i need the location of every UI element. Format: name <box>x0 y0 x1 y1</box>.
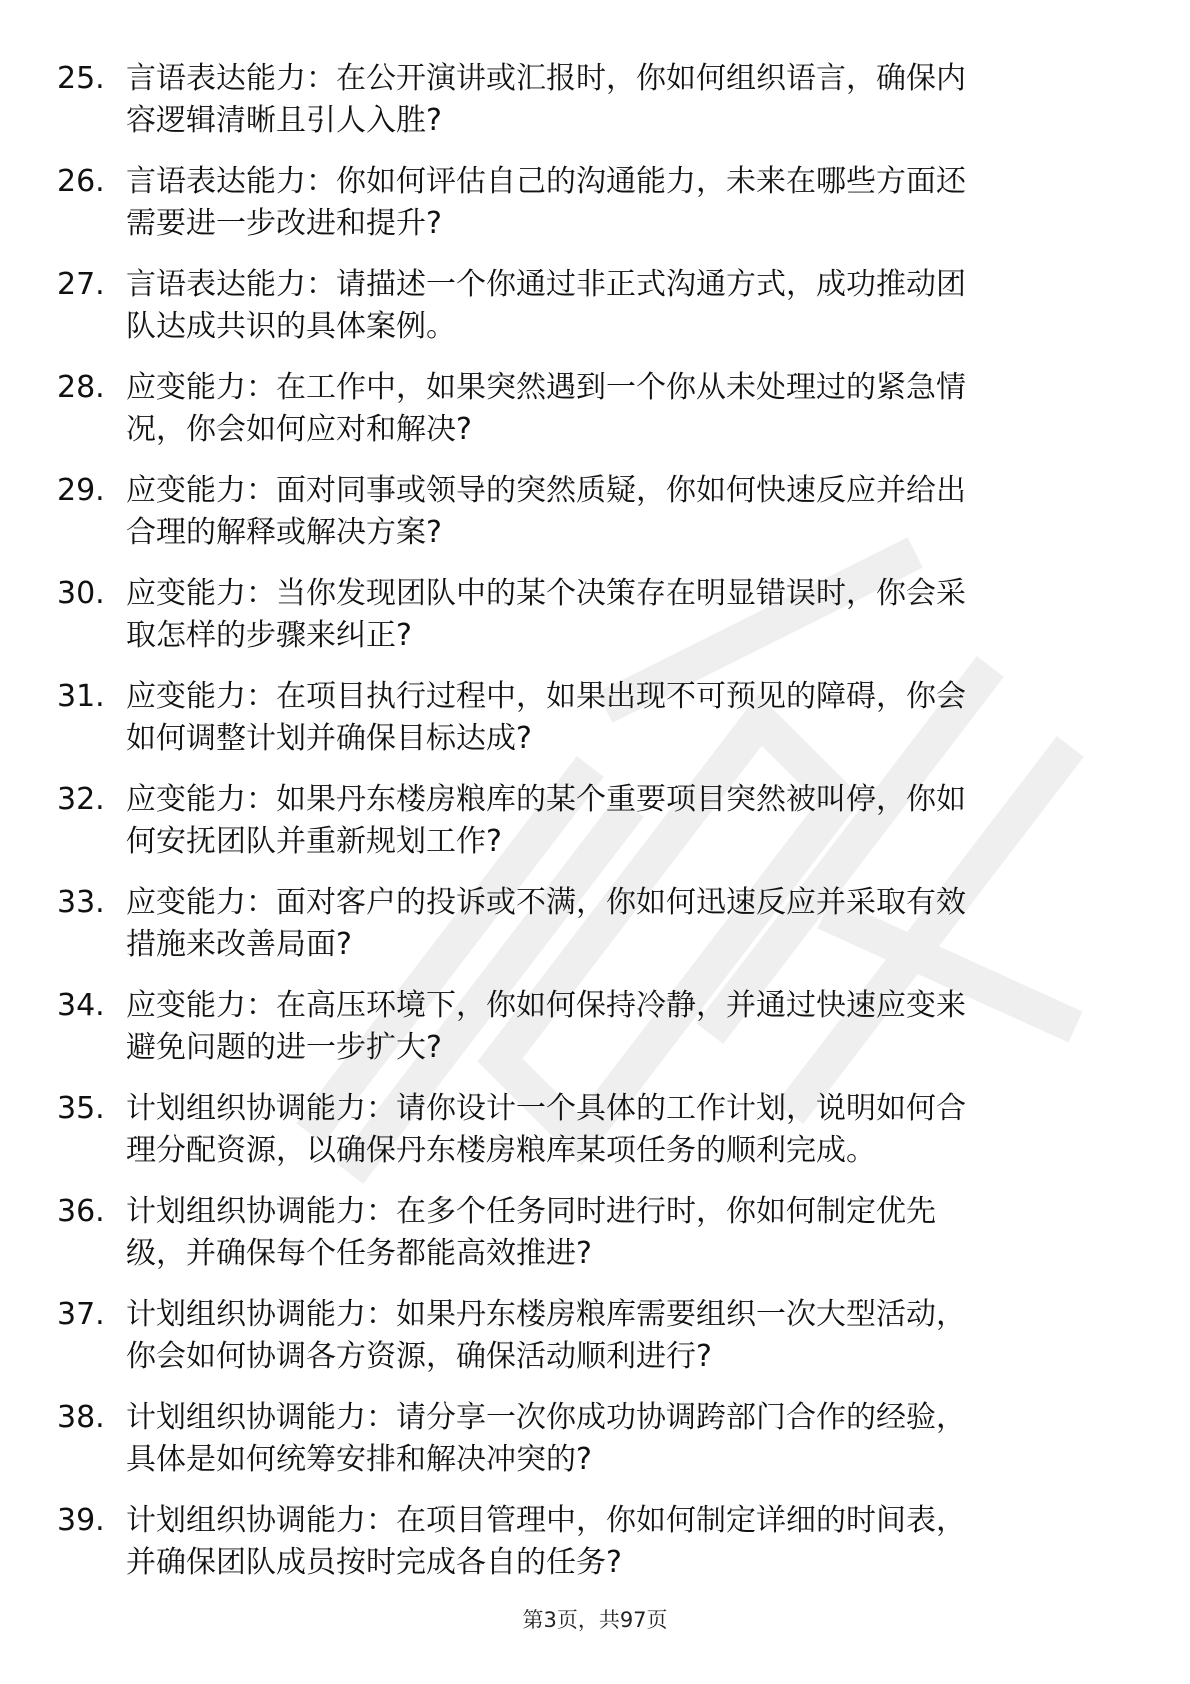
question-line: 措施来改善局面? <box>126 927 352 962</box>
question-list <box>0 54 1190 1599</box>
list-item <box>0 54 1190 157</box>
list-item <box>0 775 1190 878</box>
question-line: 计划组织协调能力：如果丹东楼房粮库需要组织一次大型活动， <box>126 1297 966 1332</box>
question-text <box>126 1500 1126 1584</box>
question-number: 29. <box>57 473 105 508</box>
question-line: 应变能力：当你发现团队中的某个决策存在明显错误时，你会采 <box>126 576 966 611</box>
question-line: 计划组织协调能力：请分享一次你成功协调跨部门合作的经验， <box>126 1400 966 1435</box>
question-text <box>126 985 1126 1069</box>
question-text <box>126 367 1126 451</box>
question-line: 计划组织协调能力：请你设计一个具体的工作计划，说明如何合 <box>126 1091 966 1126</box>
list-item <box>0 981 1190 1084</box>
question-number: 31. <box>57 679 105 714</box>
list-item <box>0 1496 1190 1599</box>
question-number: 32. <box>57 782 105 817</box>
question-text <box>126 264 1126 348</box>
question-number: 34. <box>57 988 105 1023</box>
question-text <box>126 1294 1126 1378</box>
question-text <box>126 779 1126 863</box>
question-number: 39. <box>57 1503 105 1538</box>
question-line: 合理的解释或解决方案? <box>126 515 442 550</box>
question-text <box>126 882 1126 966</box>
question-number: 35. <box>57 1091 105 1126</box>
question-line: 容逻辑清晰且引人入胜? <box>126 103 442 138</box>
page-number-label: 第3页，共97页 <box>522 1608 668 1632</box>
question-line: 应变能力：在工作中，如果突然遇到一个你从未处理过的紧急情 <box>126 370 966 405</box>
list-item <box>0 260 1190 363</box>
question-line: 计划组织协调能力：在项目管理中，你如何制定详细的时间表， <box>126 1503 966 1538</box>
question-number: 33. <box>57 885 105 920</box>
question-line: 队达成共识的具体案例。 <box>126 309 456 344</box>
question-text <box>126 470 1126 554</box>
page-footer <box>0 1604 1190 1634</box>
question-line: 言语表达能力：你如何评估自己的沟通能力，未来在哪些方面还 <box>126 164 966 199</box>
question-line: 应变能力：在高压环境下，你如何保持冷静，并通过快速应变来 <box>126 988 966 1023</box>
question-text <box>126 573 1126 657</box>
question-line: 言语表达能力：在公开演讲或汇报时，你如何组织语言，确保内 <box>126 61 966 96</box>
question-number: 25. <box>57 61 105 96</box>
question-line: 需要进一步改进和提升? <box>126 206 442 241</box>
question-number: 28. <box>57 370 105 405</box>
question-line: 计划组织协调能力：在多个任务同时进行时，你如何制定优先 <box>126 1194 936 1229</box>
question-line: 具体是如何统筹安排和解决冲突的? <box>126 1442 592 1477</box>
list-item <box>0 1084 1190 1187</box>
question-number: 38. <box>57 1400 105 1435</box>
question-text <box>126 1191 1126 1275</box>
question-text <box>126 1397 1126 1481</box>
question-text <box>126 676 1126 760</box>
question-line: 取怎样的步骤来纠正? <box>126 618 412 653</box>
list-item <box>0 1187 1190 1290</box>
question-line: 应变能力：面对同事或领导的突然质疑，你如何快速反应并给出 <box>126 473 966 508</box>
list-item <box>0 1290 1190 1393</box>
question-line: 何安抚团队并重新规划工作? <box>126 824 502 859</box>
question-line: 况，你会如何应对和解决? <box>126 412 472 447</box>
question-line: 如何调整计划并确保目标达成? <box>126 721 532 756</box>
question-line: 你会如何协调各方资源，确保活动顺利进行? <box>126 1339 712 1374</box>
question-line: 应变能力：在项目执行过程中，如果出现不可预见的障碍，你会 <box>126 679 966 714</box>
question-line: 避免问题的进一步扩大? <box>126 1030 442 1065</box>
question-number: 30. <box>57 576 105 611</box>
list-item <box>0 878 1190 981</box>
list-item <box>0 157 1190 260</box>
question-text <box>126 1088 1126 1172</box>
question-line: 应变能力：面对客户的投诉或不满，你如何迅速反应并采取有效 <box>126 885 966 920</box>
question-number: 26. <box>57 164 105 199</box>
question-number: 27. <box>57 267 105 302</box>
question-number: 36. <box>57 1194 105 1229</box>
question-line: 言语表达能力：请描述一个你通过非正式沟通方式，成功推动团 <box>126 267 966 302</box>
list-item <box>0 569 1190 672</box>
question-text <box>126 58 1126 142</box>
list-item <box>0 363 1190 466</box>
question-line: 应变能力：如果丹东楼房粮库的某个重要项目突然被叫停，你如 <box>126 782 966 817</box>
list-item <box>0 1393 1190 1496</box>
question-line: 并确保团队成员按时完成各自的任务? <box>126 1545 622 1580</box>
question-text <box>126 161 1126 245</box>
question-line: 理分配资源，以确保丹东楼房粮库某项任务的顺利完成。 <box>126 1133 876 1168</box>
list-item <box>0 466 1190 569</box>
question-line: 级，并确保每个任务都能高效推进? <box>126 1236 592 1271</box>
list-item <box>0 672 1190 775</box>
question-number: 37. <box>57 1297 105 1332</box>
